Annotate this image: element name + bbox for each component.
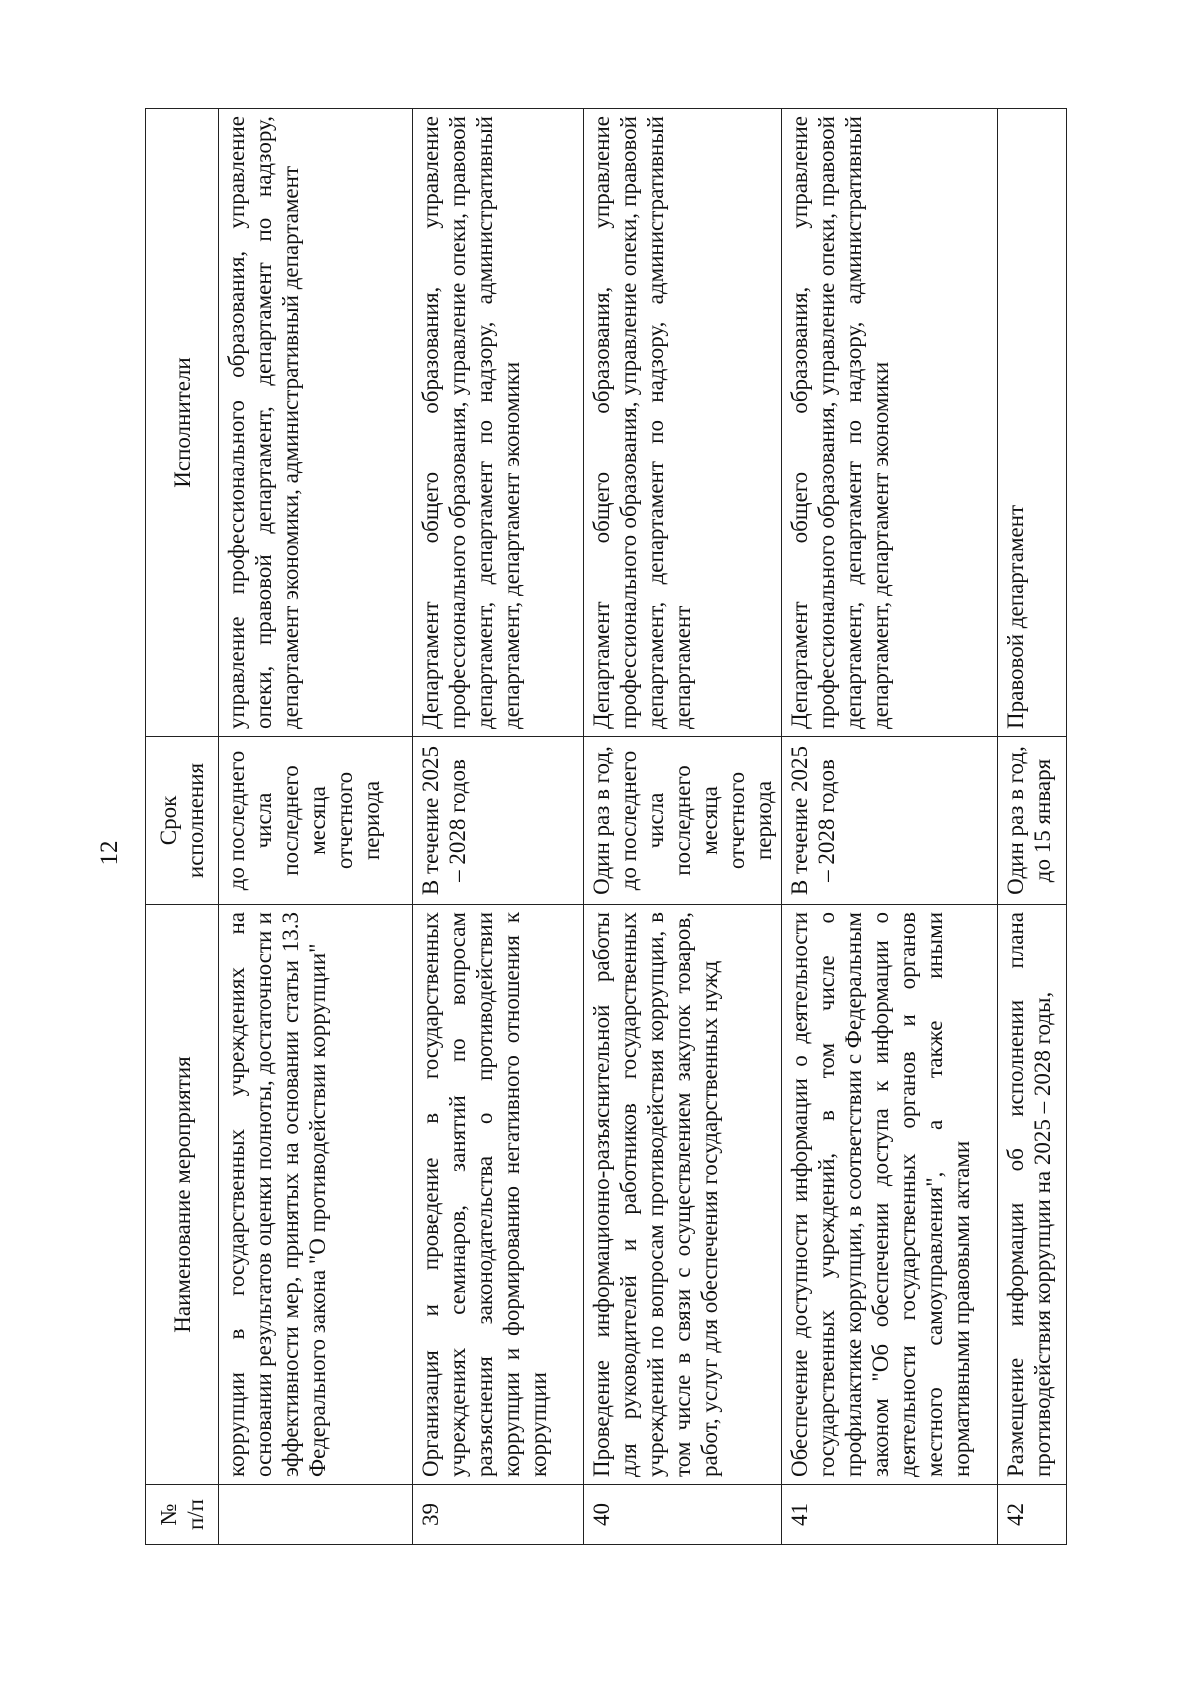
header-term: Срок исполнения — [146, 737, 219, 905]
row-term: В течение 2025 – 2028 годов — [782, 737, 998, 905]
row-name: Обеспечение доступности информации о деятельности государственных учреждений, в том числе о профилактике коррупции, в соответствии с Федеральным законом "Об обеспечении доступа к информации о деятельности государственных органов и органов местного самоуправления", а также иными нормативными правовыми актами — [782, 905, 998, 1485]
row-name: Проведение информационно-разъяснительной работы для руководителей и работников государственных учреждений по вопросам противодействия коррупции, в том числе в связи с осуществлением закупок товаров, работ, услуг для обеспечения государственных нужд — [584, 905, 782, 1485]
table-row — [219, 109, 413, 1545]
row-name: коррупции в государственных учреждениях на основании результатов оценки полноты, достаточности и эффективности мер, принятых на основании статьи 13.3 Федерального закона "О противодействии коррупции" — [219, 905, 413, 1485]
table-row — [998, 109, 1067, 1545]
header-name: Наименование мероприятия — [146, 905, 219, 1485]
anticorruption-plan-table-wrapper — [145, 109, 1064, 1545]
row-name: Организация и проведение в государственных учреждениях семинаров, занятий по вопросам разъяснения законодательства о противодействии коррупции и формированию негативного отношения к коррупции — [413, 905, 584, 1485]
table-row — [584, 109, 782, 1545]
row-executors: управление профессионального образования, управление опеки, правовой департамент, департамент по надзору, департамент экономики, административный департамент — [219, 109, 413, 737]
row-num: 42 — [998, 1485, 1067, 1545]
table-row — [782, 109, 998, 1545]
row-num: 41 — [782, 1485, 998, 1545]
row-executors: Департамент общего образования, управление профессионального образования, управление опеки, правовой департамент, департамент по надзору, административный департамент, департамент экономики — [782, 109, 998, 737]
row-name: Размещение информации об исполнении плана противодействия коррупции на 2025 – 2028 годы, — [998, 905, 1067, 1485]
header-num: № п/п — [146, 1485, 219, 1545]
row-term: до последнего числа последнего месяца отчетного периода — [219, 737, 413, 905]
row-num: 39 — [413, 1485, 584, 1545]
header-executors: Исполнители — [146, 109, 219, 737]
table-header-row — [146, 109, 219, 1545]
table-row — [413, 109, 584, 1545]
row-num: 40 — [584, 1485, 782, 1545]
row-num — [219, 1485, 413, 1545]
row-term: В течение 2025 – 2028 годов — [413, 737, 584, 905]
page-number: 12 — [96, 840, 123, 866]
row-executors: Правовой департамент — [998, 109, 1067, 737]
row-term: Один раз в год, до 15 января — [998, 737, 1067, 905]
row-executors: Департамент общего образования, управление профессионального образования, управление опеки, правовой департамент, департамент по надзору, административный департамент — [584, 109, 782, 737]
row-executors: Департамент общего образования, управление профессионального образования, управление опеки, правовой департамент, департамент по надзору, административный департамент, департамент экономики — [413, 109, 584, 737]
row-term: Один раз в год, до последнего числа последнего месяца отчетного периода — [584, 737, 782, 905]
anticorruption-plan-table — [145, 108, 1067, 1545]
